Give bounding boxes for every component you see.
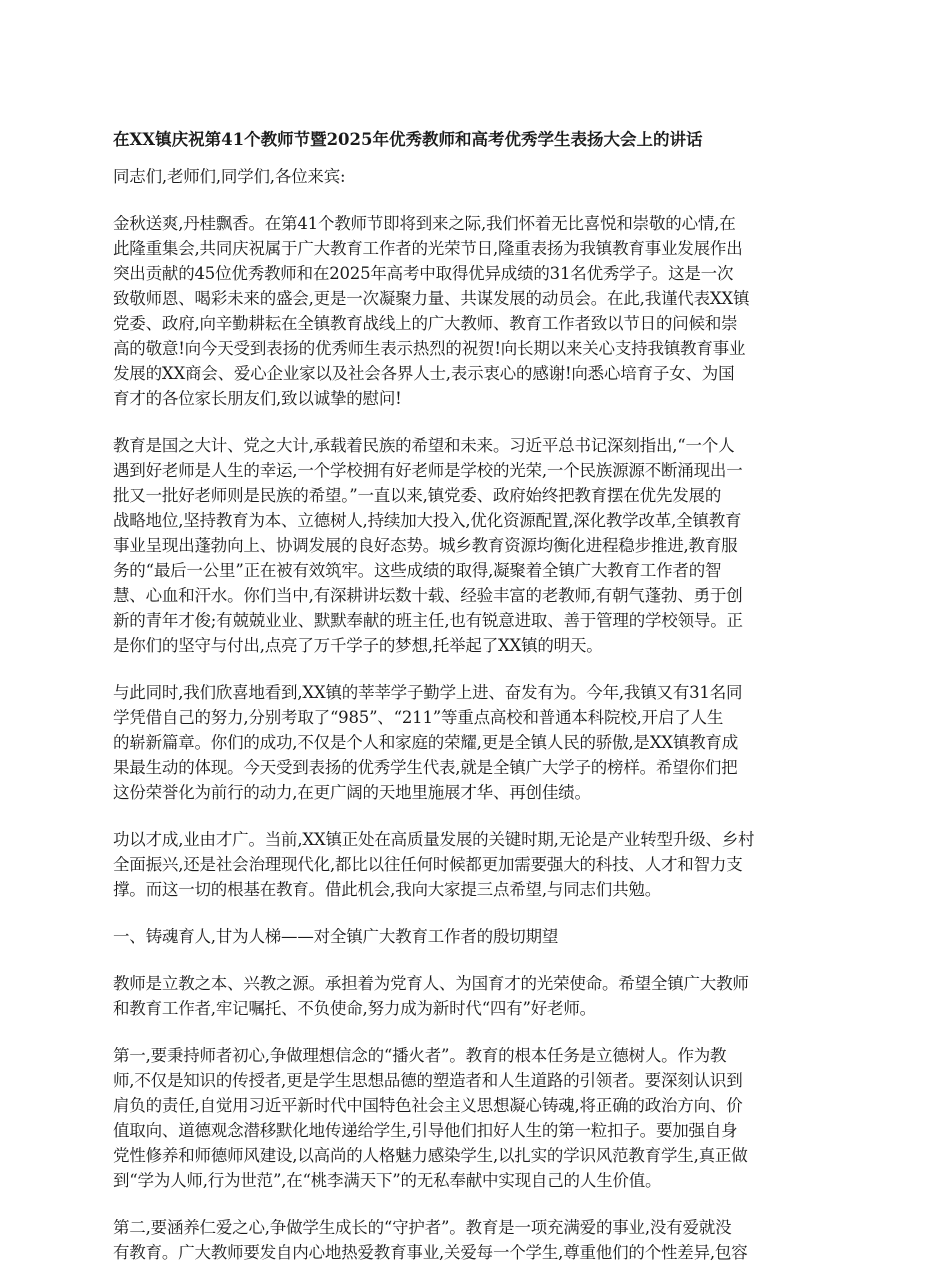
- paragraph: [113, 680, 853, 805]
- text-line: 致敬师恩、喝彩未来的盛会,更是一次凝聚力量、共谋发展的动员会。在此,我谨代表XX镇: [113, 289, 750, 308]
- text-line: 到“学为人师,行为世范”,在“桃李满天下”的无私奉献中实现自己的人生价值。: [113, 1171, 662, 1190]
- section-heading: [113, 924, 853, 949]
- text-line: 战略地位,坚持教育为本、立德树人,持续加大投入,优化资源配置,深化教学改革,全镇教育: [113, 511, 742, 530]
- text-line: 是你们的坚守与付出,点亮了万千学子的梦想,托举起了XX镇的明天。: [113, 636, 603, 655]
- text-line: 第一,要秉持师者初心,争做理想信念的“播火者”。教育的根本任务是立德树人。作为教: [113, 1046, 727, 1065]
- text-line: 高的敬意!向今天受到表扬的优秀师生表示热烈的祝贺!向长期以来关心支持我镇教育事业: [113, 339, 746, 358]
- paragraph: [113, 1215, 853, 1265]
- text-line: 突出贡献的45位优秀教师和在2025年高考中取得优异成绩的31名优秀学子。这是一次: [113, 264, 734, 283]
- paragraph: [113, 1043, 853, 1193]
- text-line: 金秋送爽,丹桂飘香。在第41个教师节即将到来之际,我们怀着无比喜悦和崇敬的心情,在: [113, 214, 736, 233]
- text-line: 务的“最后一公里”正在被有效筑牢。这些成绩的取得,凝聚着全镇广大教育工作者的智: [113, 561, 722, 580]
- text-line: 一、铸魂育人,甘为人梯——对全镇广大教育工作者的殷切期望: [113, 927, 559, 946]
- text-line: 发展的XX商会、爱心企业家以及社会各界人士,表示衷心的感谢!向悉心培育子女、为国: [113, 364, 735, 383]
- text-line: 同志们,老师们,同学们,各位来宾:: [113, 167, 346, 186]
- document: [113, 128, 853, 1287]
- text-line: 值取向、道德观念潜移默化地传递给学生,引导他们扣好人生的第一粒扣子。要加强自身: [113, 1121, 738, 1140]
- document-body: [113, 164, 853, 1265]
- text-line: 遇到好老师是人生的幸运,一个学校拥有好老师是学校的光荣,一个民族源源不断涌现出一: [113, 461, 743, 480]
- text-line: 和教育工作者,牢记嘱托、不负使命,努力成为新时代“四有”好老师。: [113, 999, 596, 1018]
- text-line: 教育是国之大计、党之大计,承载着民族的希望和未来。习近平总书记深刻指出,“一个人: [113, 436, 735, 455]
- paragraph: [113, 211, 853, 411]
- text-line: 教师是立教之本、兴教之源。承担着为党育人、为国育才的光荣使命。希望全镇广大教师: [113, 974, 749, 993]
- text-line: 师,不仅是知识的传授者,更是学生思想品德的塑造者和人生道路的引领者。要深刻认识到: [113, 1071, 743, 1090]
- text-line: 党委、政府,向辛勤耕耘在全镇教育战线上的广大教师、教育工作者致以节日的问候和崇: [113, 314, 738, 333]
- text-line: 有教育。广大教师要发自内心地热爱教育事业,关爱每一个学生,尊重他们的个性差异,包容: [113, 1243, 748, 1262]
- text-line: 批又一批好老师则是民族的希望。”一直以来,镇党委、政府始终把教育摆在优先发展的: [113, 486, 722, 505]
- document-title: 在XX镇庆祝第41个教师节暨2025年优秀教师和高考优秀学生表扬大会上的讲话: [113, 130, 703, 149]
- paragraph: [113, 433, 853, 658]
- text-line: 肩负的责任,自觉用习近平新时代中国特色社会主义思想凝心铸魂,将正确的政治方向、价: [113, 1096, 743, 1115]
- text-line: 育才的各位家长朋友们,致以诚挚的慰问!: [113, 389, 402, 408]
- text-line: 这份荣誉化为前行的动力,在更广阔的天地里施展才华、再创佳绩。: [113, 783, 591, 802]
- paragraph: [113, 971, 853, 1021]
- text-line: 全面振兴,还是社会治理现代化,都比以往任何时候都更加需要强大的科技、人才和智力支: [113, 855, 743, 874]
- text-line: 事业呈现出蓬勃向上、协调发展的良好态势。城乡教育资源均衡化进程稳步推进,教育服: [113, 536, 738, 555]
- text-line: 新的青年才俊;有兢兢业业、默默奉献的班主任,也有锐意进取、善于管理的学校领导。正: [113, 611, 743, 630]
- text-line: 学凭借自己的努力,分别考取了“985”、“211”等重点高校和普通本科院校,开启了人生: [113, 708, 724, 727]
- text-line: 撑。而这一切的根基在教育。借此机会,我向大家提三点希望,与同志们共勉。: [113, 880, 661, 899]
- salutation: [113, 164, 853, 189]
- text-line: 的崭新篇章。你们的成功,不仅是个人和家庭的荣耀,更是全镇人民的骄傲,是XX镇教育成: [113, 733, 739, 752]
- text-line: 慧、心血和汗水。你们当中,有深耕讲坛数十载、经验丰富的老教师,有朝气蓬勃、勇于创: [113, 586, 743, 605]
- text-line: 果最生动的体现。今天受到表扬的优秀学生代表,就是全镇广大学子的榜样。希望你们把: [113, 758, 738, 777]
- text-line: 与此同时,我们欣喜地看到,XX镇的莘莘学子勤学上进、奋发有为。今年,我镇又有31名同: [113, 683, 743, 702]
- text-line: 党性修养和师德师风建设,以高尚的人格魅力感染学生,以扎实的学识风范教育学生,真正做: [113, 1146, 748, 1165]
- text-line: 功以才成,业由才广。当前,XX镇正处在高质量发展的关键时期,无论是产业转型升级、乡村: [113, 830, 755, 849]
- text-line: 此隆重集会,共同庆祝属于广大教育工作者的光荣节日,隆重表扬为我镇教育事业发展作出: [113, 239, 743, 258]
- text-line: 第二,要涵养仁爱之心,争做学生成长的“守护者”。教育是一项充满爱的事业,没有爱就没: [113, 1218, 732, 1237]
- paragraph: [113, 827, 853, 902]
